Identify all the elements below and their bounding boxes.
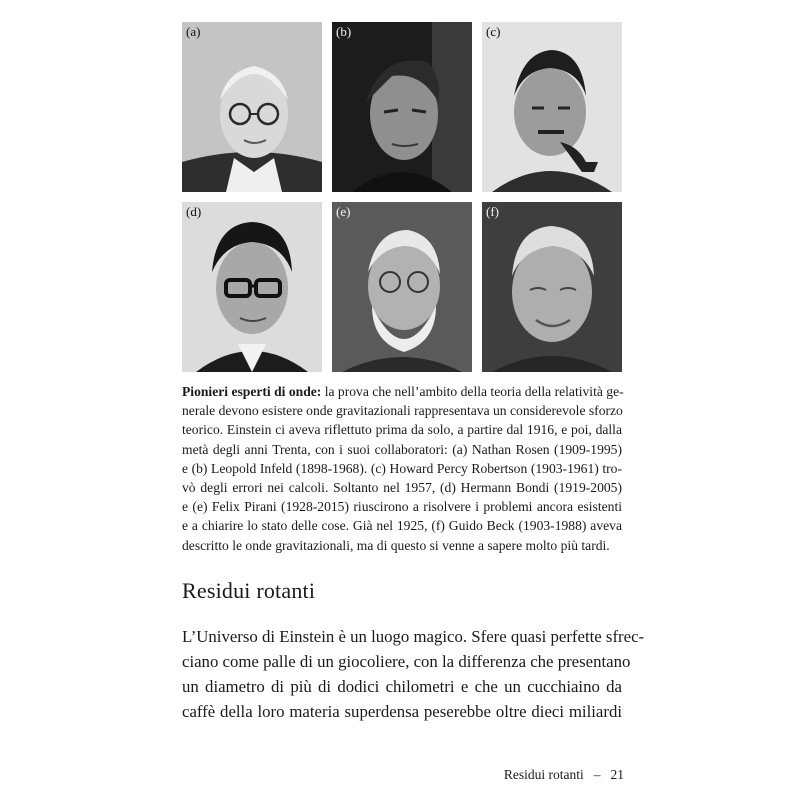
body-line: un diametro di più di dodici chilometri e che un cucchiaino da (182, 677, 622, 696)
body-paragraph (182, 624, 645, 724)
photo-label-a: (a) (186, 24, 201, 39)
figure-caption (182, 382, 622, 555)
footer-separator: – (593, 767, 601, 782)
portrait-a-image (182, 22, 322, 192)
caption-line-text: la prova che nell’ambito della teoria della relatività ge- (321, 384, 624, 399)
portrait-photo-f (482, 202, 622, 372)
page-number: 21 (610, 767, 624, 782)
photo-label-c: (c) (486, 24, 501, 39)
photo-label-b: (b) (336, 24, 352, 39)
page-footer (504, 767, 624, 783)
caption-line: e (e) Felix Pirani (1928-2015) riuscirono a risolvere i problemi ancora esistenti (182, 499, 622, 515)
photo-label-f: (f) (486, 204, 499, 219)
portrait-f-image (482, 202, 622, 372)
caption-line: metà degli anni Trenta, con i suoi collaboratori: (a) Nathan Rosen (1909-1995) (182, 441, 622, 457)
caption-line: teorico. Einstein ci aveva riflettuto prima da solo, a partire dal 1916, e poi, dalla (182, 422, 622, 438)
caption-line: vò degli errori nei calcoli. Soltanto nel 1957, (d) Hermann Bondi (1919-2005) (182, 480, 622, 496)
portrait-photo-d (182, 202, 322, 372)
photo-label-e: (e) (336, 204, 351, 219)
body-line: L’Universo di Einstein è un luogo magico. Sfere quasi perfette sfrec- (182, 627, 645, 646)
portrait-photo-a (182, 22, 322, 192)
portrait-d-image (182, 202, 322, 372)
caption-line (182, 382, 622, 401)
caption-line: e (b) Leopold Infeld (1898-1968). (c) Howard Percy Robertson (1903-1961) tro- (182, 460, 622, 476)
photo-label-d: (d) (186, 204, 202, 219)
portrait-b-image (332, 22, 472, 192)
running-title: Residui rotanti (503, 767, 584, 782)
body-line: caffè della loro materia superdensa peserebbe oltre dieci miliardi (182, 702, 622, 721)
caption-line: e a chiarire lo stato delle cose. Già nel 1925, (f) Guido Beck (1903-1988) aveva (182, 518, 622, 534)
caption-line: nerale devono esistere onde gravitazionali rappresentava un considerevole sforzo (182, 403, 623, 419)
portrait-photo-b (332, 22, 472, 192)
body-line: ciano come palle di un giocoliere, con la differenza che presentano (182, 652, 631, 671)
caption-lead: Pionieri esperti di onde: (182, 384, 322, 399)
caption-line: descritto le onde gravitazionali, ma di questo si venne a sapere molto più tardi. (182, 537, 610, 553)
portrait-photo-c (482, 22, 622, 192)
portrait-photo-e (332, 202, 472, 372)
portrait-e-image (332, 202, 472, 372)
section-title: Residui rotanti (182, 578, 316, 603)
portrait-c-image (482, 22, 622, 192)
